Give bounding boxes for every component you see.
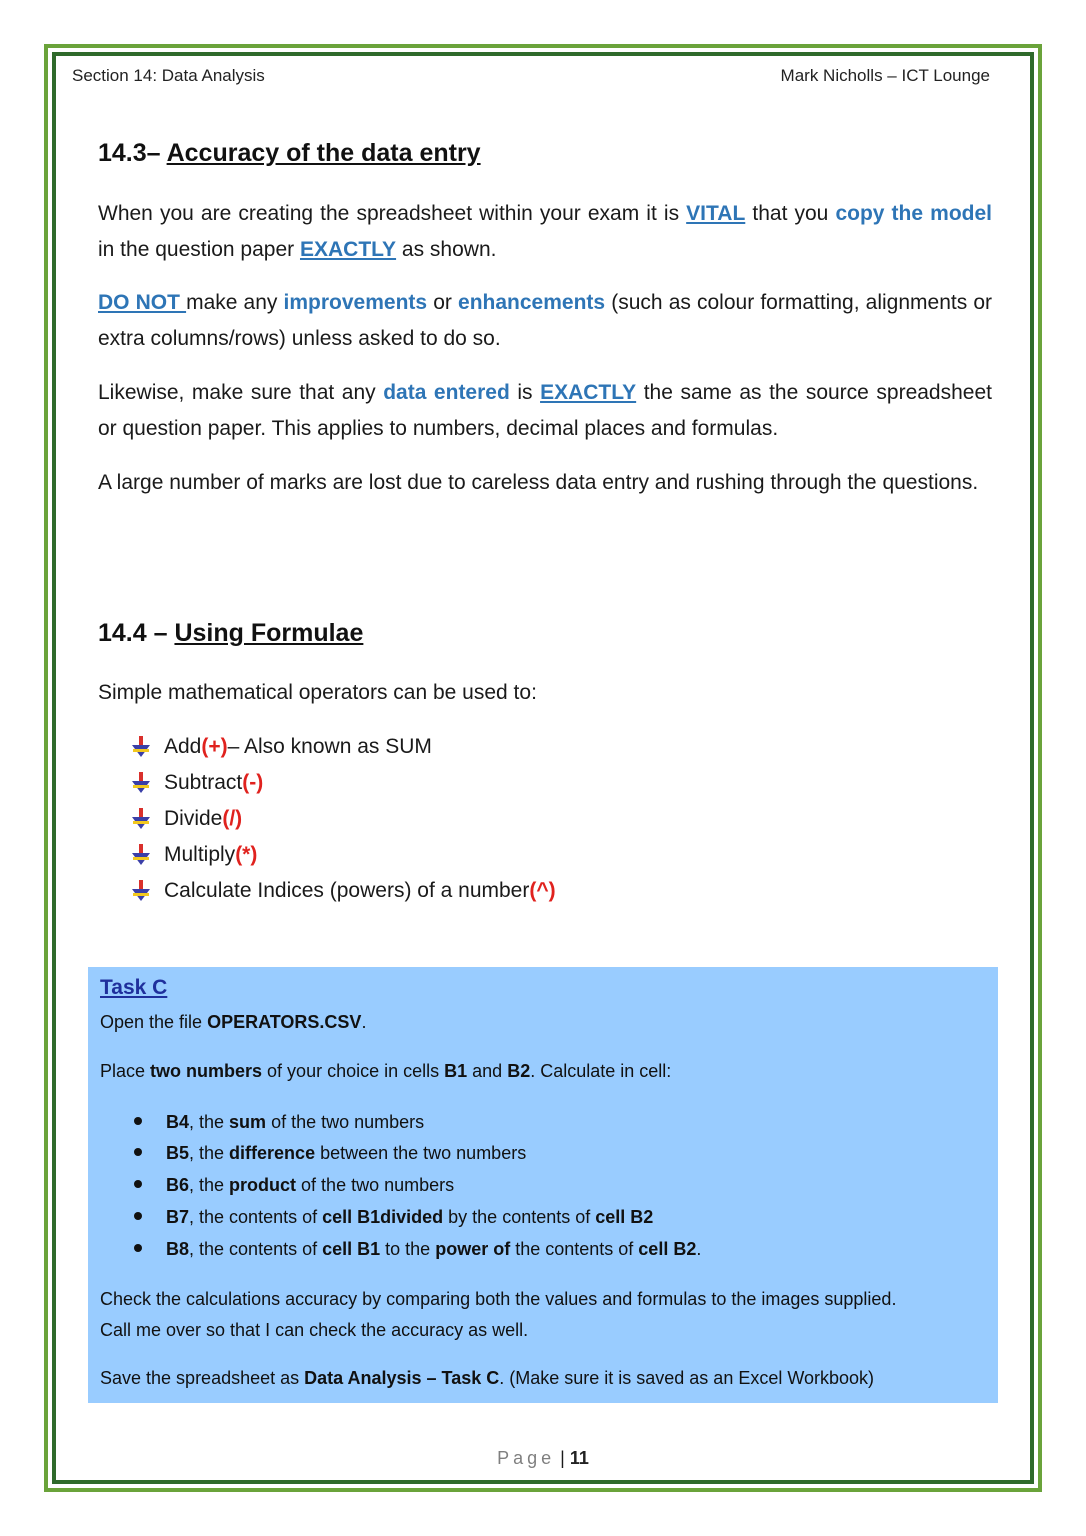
task-bullet	[134, 1207, 653, 1228]
emphasis-improvements: improvements	[283, 291, 428, 314]
text: the same as the source spreadsheet or question paper. This applies to numbers, decimal places and formulas.	[98, 381, 992, 440]
task-place-numbers	[100, 1061, 671, 1082]
section-title: Accuracy of the data entry	[166, 139, 481, 167]
paragraph-copy-model	[98, 196, 992, 268]
text: , the contents of	[189, 1239, 323, 1259]
cell-ref: B6	[166, 1175, 190, 1195]
operator-label: Subtract	[164, 771, 243, 794]
bullet-dot	[134, 1244, 142, 1252]
page-footer	[0, 1448, 1086, 1469]
emphasis-exactly-2: EXACTLY	[540, 381, 637, 404]
text: . (Make sure it is saved as an Excel Workbook)	[499, 1368, 875, 1388]
header-section-label: Section 14: Data Analysis	[72, 66, 265, 85]
bold-text: difference	[229, 1143, 316, 1163]
section-heading-14-4	[98, 619, 363, 648]
text: , the	[189, 1143, 230, 1163]
file-name: OPERATORS.CSV	[207, 1012, 362, 1032]
operator-label: Multiply	[164, 843, 236, 866]
bullet-dot	[134, 1212, 142, 1220]
operator-symbol: (^)	[529, 879, 556, 902]
task-bullet	[134, 1112, 424, 1133]
bold-text: power of	[435, 1239, 511, 1259]
cell-ref: cell B2	[595, 1207, 654, 1227]
bullet-dot	[134, 1117, 142, 1125]
emphasis-exactly: EXACTLY	[299, 238, 397, 261]
bullet-dot	[134, 1148, 142, 1156]
text: Open the file	[100, 1012, 208, 1032]
operator-label: Divide	[164, 807, 223, 830]
text: Save the spreadsheet as	[100, 1368, 305, 1388]
text: .	[696, 1239, 702, 1259]
operator-symbol: (+)	[201, 735, 228, 758]
text: that you	[745, 202, 836, 225]
section-title: Using Formulae	[174, 619, 364, 647]
cell-ref: cell B2	[638, 1239, 697, 1259]
down-arrow-bullet-icon	[130, 843, 152, 867]
bullet-dot	[134, 1180, 142, 1188]
task-bullet	[134, 1143, 526, 1164]
operator-symbol: (*)	[235, 843, 258, 866]
page-number: 11	[569, 1448, 589, 1468]
emphasis-enhancements: enhancements	[458, 291, 606, 314]
text: of the two numbers	[296, 1175, 455, 1195]
page-label: Page	[497, 1448, 556, 1468]
text: make any	[186, 291, 284, 314]
section-heading-14-3	[98, 139, 481, 168]
down-arrow-bullet-icon	[130, 771, 152, 795]
emphasis-copy-model: copy the model	[835, 202, 992, 225]
text: to the	[380, 1239, 436, 1259]
text: .	[361, 1012, 367, 1032]
bold-text: two numbers	[150, 1061, 263, 1081]
paragraph-do-not	[98, 285, 992, 357]
paragraph-operators-intro: Simple mathematical operators can be used to:	[98, 681, 537, 704]
text: between the two numbers	[315, 1143, 527, 1163]
text: as shown.	[396, 238, 497, 261]
operator-label: Add	[164, 735, 202, 758]
task-bullet	[134, 1239, 701, 1260]
text: , the contents of	[189, 1207, 323, 1227]
operator-symbol: (-)	[242, 771, 264, 794]
operator-symbol: (/)	[222, 807, 243, 830]
header-author: Mark Nicholls – ICT Lounge	[780, 66, 990, 85]
section-number: 14.4 –	[98, 619, 175, 647]
down-arrow-bullet-icon	[130, 735, 152, 759]
text: . Calculate in cell:	[530, 1061, 672, 1081]
cell-ref: B2	[507, 1061, 531, 1081]
bold-text: sum	[229, 1112, 267, 1132]
text: , the	[189, 1112, 230, 1132]
text: in the question paper	[98, 238, 300, 261]
text: the contents of	[510, 1239, 639, 1259]
cell-ref: B4	[166, 1112, 190, 1132]
text: or	[427, 291, 459, 314]
separator: |	[555, 1448, 570, 1468]
operator-label: Calculate Indices (powers) of a number	[164, 879, 530, 902]
cell-ref: B7	[166, 1207, 190, 1227]
operator-list	[130, 729, 556, 909]
down-arrow-bullet-icon	[130, 879, 152, 903]
paragraph-marks-lost: A large number of marks are lost due to careless data entry and rushing through the questions.	[98, 471, 979, 494]
task-bullet	[134, 1175, 454, 1196]
section-number: 14.3–	[98, 139, 167, 167]
cell-ref: B1	[444, 1061, 468, 1081]
operator-note: – Also known as SUM	[227, 735, 432, 758]
text: by the contents of	[443, 1207, 596, 1227]
list-item	[130, 873, 556, 909]
list-item	[130, 729, 556, 765]
text: of your choice in cells	[262, 1061, 445, 1081]
bold-text: cell B1divided	[322, 1207, 444, 1227]
list-item	[130, 765, 556, 801]
text: of the two numbers	[266, 1112, 425, 1132]
cell-ref: B8	[166, 1239, 190, 1259]
emphasis-vital: VITAL	[686, 202, 746, 225]
task-save-instruction	[100, 1368, 874, 1389]
emphasis-data-entered: data entered	[383, 381, 510, 404]
task-check-line-1: Check the calculations accuracy by comparing both the values and formulas to the images supplied.	[100, 1289, 897, 1309]
cell-ref: B5	[166, 1143, 190, 1163]
text: is	[509, 381, 541, 404]
down-arrow-bullet-icon	[130, 807, 152, 831]
text: When you are creating the spreadsheet within your exam it is	[98, 202, 687, 225]
list-item	[130, 801, 556, 837]
text: , the	[189, 1175, 230, 1195]
file-name: Data Analysis – Task C	[304, 1368, 500, 1388]
task-open-file	[100, 1012, 366, 1033]
text: and	[467, 1061, 508, 1081]
text: (such as colour formatting, alignments or extra columns/rows) unless asked to do so.	[98, 291, 993, 350]
task-check-line-2: Call me over so that I can check the accuracy as well.	[100, 1320, 529, 1340]
text: Place	[100, 1061, 151, 1081]
cell-ref: cell B1	[322, 1239, 381, 1259]
bold-text: product	[229, 1175, 297, 1195]
list-item	[130, 837, 556, 873]
emphasis-do-not: DO NOT	[98, 291, 187, 314]
paragraph-likewise	[98, 375, 992, 447]
text: Likewise, make sure that any	[98, 381, 384, 404]
task-title: Task C	[100, 976, 168, 999]
